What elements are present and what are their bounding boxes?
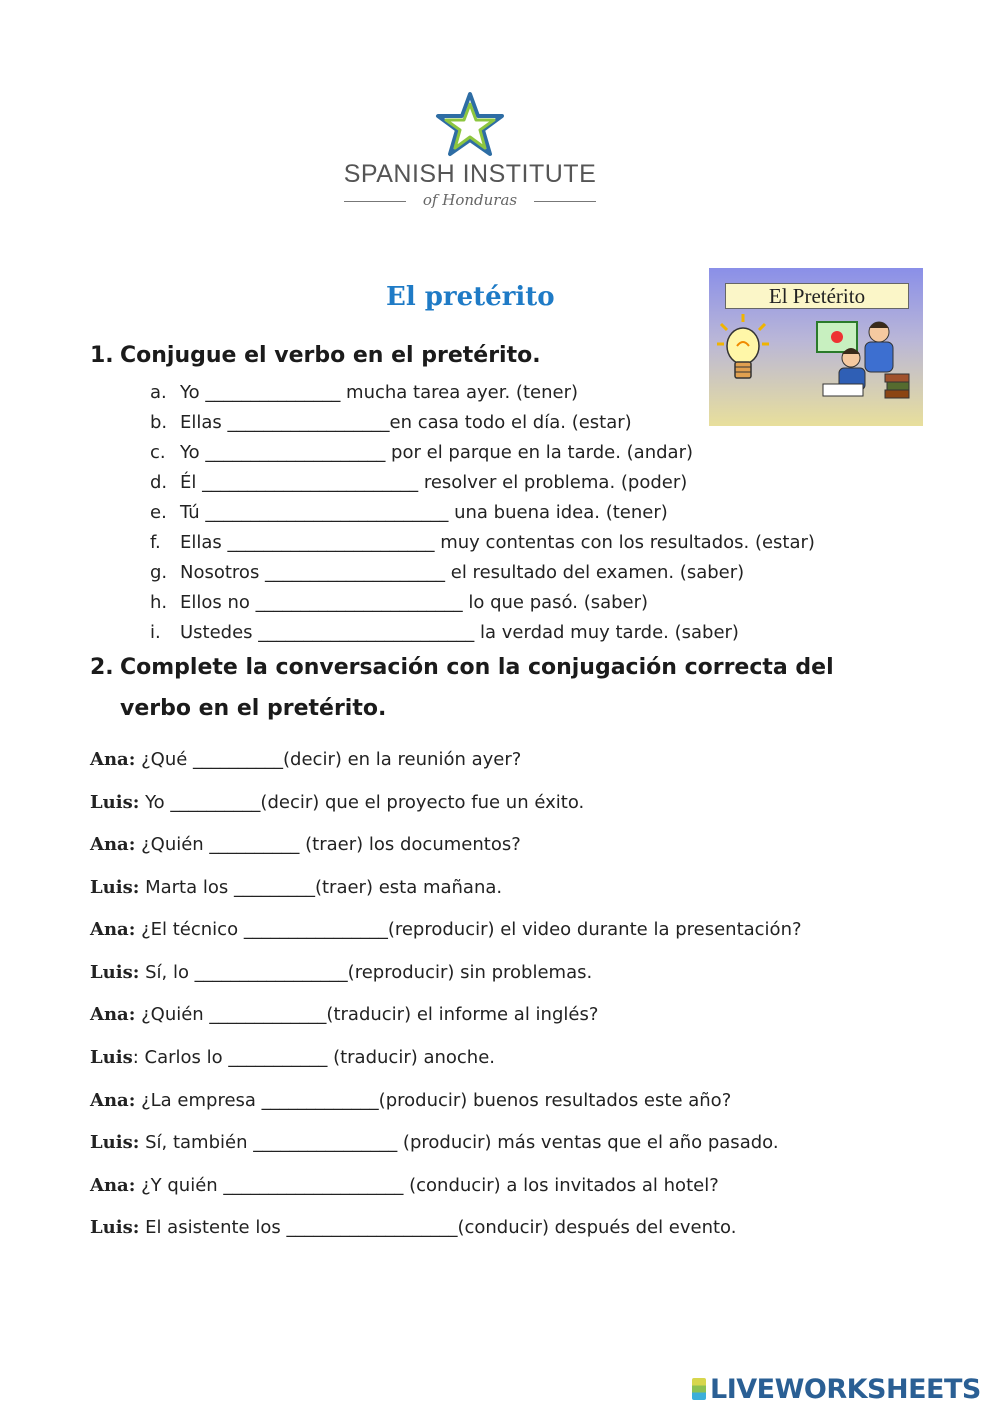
item-letter: c. bbox=[150, 442, 166, 463]
dialogue-text: ¿La empresa _____________(producir) buenos resultados este año? bbox=[135, 1090, 732, 1111]
dialogue-text: ¿El técnico ________________(reproducir) el video durante la presentación? bbox=[135, 919, 802, 940]
dialogue-line bbox=[90, 749, 521, 770]
section-2-heading-line2: verbo en el pretérito. bbox=[120, 696, 387, 721]
exercise-item bbox=[150, 532, 815, 553]
dialogue-text: : Carlos lo ___________ (traducir) anoche. bbox=[132, 1047, 496, 1068]
dialogue-text: Sí, también ________________ (producir) más ventas que el año pasado. bbox=[139, 1132, 779, 1153]
dialogue-text: ¿Quién __________ (traer) los documentos? bbox=[135, 834, 521, 855]
dialogue-text: ¿Qué __________(decir) en la reunión ayer? bbox=[135, 749, 522, 770]
star-icon bbox=[430, 90, 510, 160]
dialogue-text: ¿Y quién ____________________ (conducir) a los invitados al hotel? bbox=[135, 1175, 719, 1196]
dialogue-line bbox=[90, 1217, 736, 1238]
section-1-number: 1. bbox=[90, 343, 114, 368]
dialogue-line bbox=[90, 834, 521, 855]
institute-logo bbox=[340, 90, 600, 220]
item-text: Yo _______________ mucha tarea ayer. (tener) bbox=[180, 382, 578, 403]
item-letter: a. bbox=[150, 382, 167, 403]
section-2-number: 2. bbox=[90, 655, 114, 680]
speaker-name: Luis: bbox=[90, 962, 140, 983]
dialogue-text: El asistente los ___________________(conducir) después del evento. bbox=[139, 1217, 737, 1238]
exercise-item bbox=[150, 622, 739, 643]
item-text: Ellas _______________________ muy contentas con los resultados. (estar) bbox=[180, 532, 815, 553]
dialogue-line bbox=[90, 1175, 719, 1196]
item-letter: g. bbox=[150, 562, 168, 583]
item-text: Tú ___________________________ una buena idea. (tener) bbox=[180, 502, 668, 523]
lightbulb-icon bbox=[715, 312, 771, 392]
section-2-heading-line1: Complete la conversación con la conjugación correcta del bbox=[120, 655, 834, 680]
dialogue-line bbox=[90, 792, 584, 813]
item-text: Nosotros ____________________ el resultado del examen. (saber) bbox=[180, 562, 745, 583]
exercise-item bbox=[150, 442, 693, 463]
item-text: Él ________________________ resolver el problema. (poder) bbox=[180, 472, 688, 493]
item-text: Ustedes ________________________ la verdad muy tarde. (saber) bbox=[180, 622, 739, 643]
children-studying-icon bbox=[813, 318, 913, 406]
preterito-illustration bbox=[709, 268, 923, 426]
exercise-item bbox=[150, 412, 632, 433]
dialogue-line bbox=[90, 1004, 598, 1025]
speaker-name: Ana: bbox=[90, 1090, 136, 1111]
logo-sub-text: of Honduras bbox=[422, 191, 518, 209]
item-letter: f. bbox=[150, 532, 161, 553]
logo-rule-right bbox=[534, 201, 596, 202]
dialogue-line bbox=[90, 1090, 731, 1111]
item-text: Ellos no _______________________ lo que pasó. (saber) bbox=[180, 592, 649, 613]
speaker-name: Ana: bbox=[90, 1004, 136, 1025]
dialogue-line bbox=[90, 1047, 495, 1068]
footer-brand-text: LIVEWORKSHEETS bbox=[710, 1374, 981, 1405]
item-letter: i. bbox=[150, 622, 161, 643]
section-2-heading bbox=[90, 655, 834, 680]
speaker-name: Ana: bbox=[90, 749, 136, 770]
item-letter: e. bbox=[150, 502, 167, 523]
item-letter: b. bbox=[150, 412, 168, 433]
logo-sub-row bbox=[340, 191, 600, 211]
exercise-item bbox=[150, 592, 648, 613]
speaker-name: Ana: bbox=[90, 1175, 136, 1196]
page-title: El pretérito bbox=[386, 282, 555, 312]
exercise-item bbox=[150, 472, 687, 493]
exercise-item bbox=[150, 502, 668, 523]
speaker-name: Luis: bbox=[90, 877, 140, 898]
item-letter: h. bbox=[150, 592, 168, 613]
dialogue-line bbox=[90, 962, 592, 983]
illustration-caption: El Pretérito bbox=[725, 283, 909, 309]
speaker-name: Luis bbox=[90, 1047, 133, 1068]
speaker-name: Ana: bbox=[90, 834, 136, 855]
speaker-name: Luis: bbox=[90, 1132, 140, 1153]
section-1-heading bbox=[90, 343, 541, 368]
dialogue-line bbox=[90, 919, 802, 940]
item-letter: d. bbox=[150, 472, 168, 493]
liveworksheets-logo bbox=[692, 1374, 981, 1405]
logo-main-text: SPANISH INSTITUTE bbox=[343, 160, 597, 188]
dialogue-line bbox=[90, 877, 502, 898]
section-1-heading-text: Conjugue el verbo en el pretérito. bbox=[120, 343, 541, 368]
item-text: Ellas __________________en casa todo el día. (estar) bbox=[180, 412, 632, 433]
speaker-name: Luis: bbox=[90, 1217, 140, 1238]
speaker-name: Ana: bbox=[90, 919, 136, 940]
dialogue-line bbox=[90, 1132, 779, 1153]
exercise-item bbox=[150, 562, 744, 583]
dialogue-text: Yo __________(decir) que el proyecto fue un éxito. bbox=[139, 792, 585, 813]
speaker-name: Luis: bbox=[90, 792, 140, 813]
dialogue-text: Sí, lo _________________(reproducir) sin problemas. bbox=[139, 962, 593, 983]
exercise-item bbox=[150, 382, 578, 403]
item-text: Yo ____________________ por el parque en la tarde. (andar) bbox=[180, 442, 693, 463]
liveworksheets-icon bbox=[692, 1378, 706, 1400]
dialogue-text: Marta los _________(traer) esta mañana. bbox=[139, 877, 503, 898]
dialogue-text: ¿Quién _____________(traducir) el informe al inglés? bbox=[135, 1004, 599, 1025]
